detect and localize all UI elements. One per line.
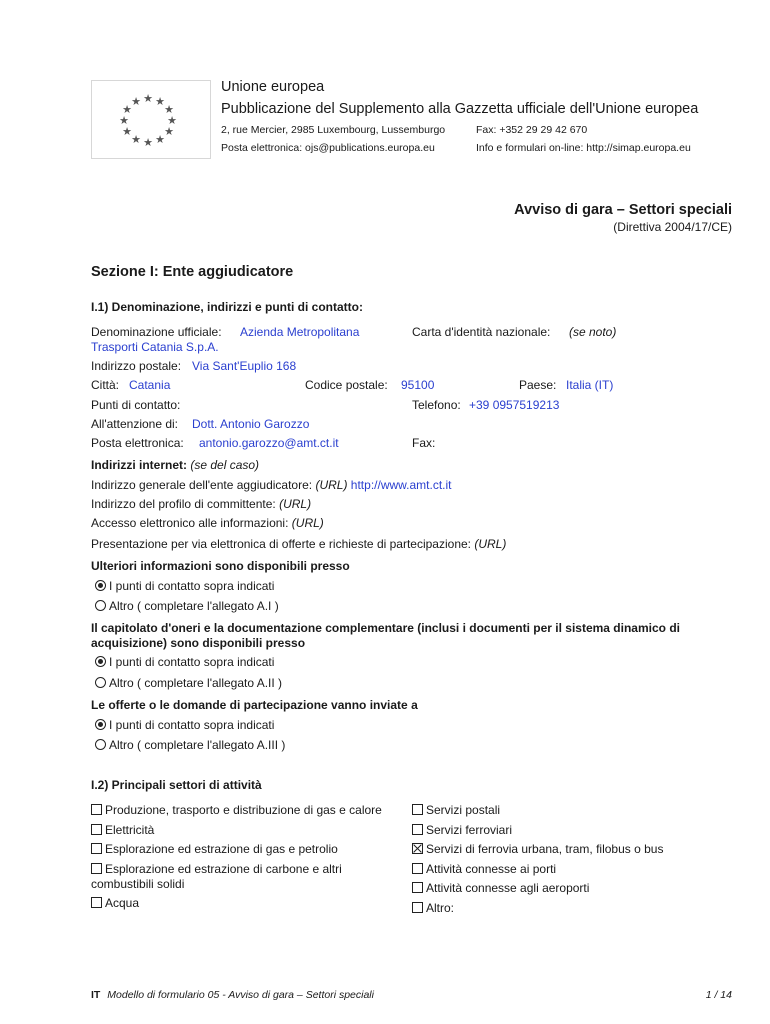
checkbox-empty-icon[interactable]: [412, 824, 423, 835]
checkbox-empty-icon[interactable]: [412, 902, 423, 913]
url-note: (URL): [315, 478, 348, 492]
buyer-profile-label: Indirizzo del profilo di committente:: [91, 497, 276, 511]
sector-label: Servizi postali: [426, 803, 501, 817]
postcode-value: 95100: [401, 378, 435, 392]
svg-text:★: ★: [155, 95, 165, 108]
sector-label: Esplorazione ed estrazione di carbone e altri: [105, 862, 342, 876]
svg-text:★: ★: [131, 133, 141, 146]
checkbox-checked-icon[interactable]: [412, 843, 423, 854]
checkbox-empty-icon[interactable]: [91, 863, 102, 874]
radio-empty-icon[interactable]: [95, 677, 106, 688]
postal-address-label: Indirizzo postale:: [91, 359, 182, 373]
further-info-option-other[interactable]: [95, 599, 279, 613]
general-address-row: [91, 478, 452, 492]
buyer-profile-row: [91, 497, 311, 511]
radio-selected-icon[interactable]: [95, 719, 106, 730]
footer-lang: IT: [91, 989, 101, 1001]
footer-model: Modello di formulario 05 - Avviso di gara – Settori speciali: [107, 989, 374, 1001]
official-name-value-2: Trasporti Catania S.p.A.: [91, 340, 219, 354]
phone-value: +39 0957519213: [469, 398, 560, 412]
radio-selected-icon[interactable]: [95, 656, 106, 667]
city-label: Città:: [91, 378, 120, 392]
radio-selected-icon[interactable]: [95, 580, 106, 591]
svg-text:★: ★: [155, 133, 165, 146]
radio-empty-icon[interactable]: [95, 739, 106, 750]
option-label: Altro ( completare l'allegato A.I ): [109, 599, 279, 613]
url-note: (URL): [291, 516, 324, 530]
general-address-label: Indirizzo generale dell'ente aggiudicatore:: [91, 478, 313, 492]
country-label: Paese:: [519, 378, 557, 392]
i1-title: I.1) Denominazione, indirizzi e punti di contatto:: [91, 300, 363, 314]
specs-title-line2: acquisizione) sono disponibili presso: [91, 636, 306, 650]
option-label: I punti di contatto sopra indicati: [109, 579, 275, 593]
sector-railway[interactable]: [412, 823, 512, 837]
fax-label: Fax:: [412, 436, 436, 450]
national-id-value: (se noto): [569, 325, 617, 339]
radio-empty-icon[interactable]: [95, 600, 106, 611]
contact-points-label: Punti di contatto:: [91, 398, 181, 412]
specs-option-other[interactable]: [95, 676, 282, 690]
eu-stars-icon: [92, 81, 210, 158]
checkbox-empty-icon[interactable]: [91, 897, 102, 908]
header-address: 2, rue Mercier, 2985 Luxembourg, Lussemburgo: [221, 124, 446, 136]
sector-label: Esplorazione ed estrazione di gas e petrolio: [105, 842, 338, 856]
further-info-title: Ulteriori informazioni sono disponibili presso: [91, 559, 350, 573]
option-label: Altro ( completare l'allegato A.II ): [109, 676, 283, 690]
section-title: Sezione I: Ente aggiudicatore: [91, 264, 294, 280]
footer-left: [91, 989, 374, 1001]
electronic-submission-label: Presentazione per via elettronica di offerte e richieste di partecipazione:: [91, 537, 471, 551]
general-address-value[interactable]: http://www.amt.ct.it: [350, 478, 452, 492]
checkbox-empty-icon[interactable]: [412, 882, 423, 893]
i2-title: I.2) Principali settori di attività: [91, 778, 262, 792]
sector-electricity[interactable]: [91, 823, 154, 837]
national-id-label: Carta d'identità nazionale:: [412, 325, 551, 339]
option-label: Altro ( completare l'allegato A.III ): [109, 738, 286, 752]
email-value: antonio.garozzo@amt.ct.it: [199, 436, 339, 450]
option-label: I punti di contatto sopra indicati: [109, 718, 275, 732]
sector-label: Attività connesse ai porti: [426, 862, 557, 876]
header-org: Unione europea: [221, 79, 325, 95]
phone-label: Telefono:: [412, 398, 461, 412]
electronic-access-label: Accesso elettronico alle informazioni:: [91, 516, 289, 530]
attention-value: Dott. Antonio Garozzo: [192, 417, 310, 431]
sector-postal[interactable]: [412, 803, 500, 817]
checkbox-empty-icon[interactable]: [412, 804, 423, 815]
sector-coal[interactable]: [91, 862, 342, 876]
specs-title-line1: Il capitolato d'oneri e la documentazione complementare (inclusi i documenti per il sistema dinamico di: [91, 621, 680, 635]
sector-other[interactable]: [412, 901, 454, 915]
svg-text:★: ★: [119, 114, 129, 127]
svg-text:★: ★: [167, 114, 177, 127]
header-email: Posta elettronica: ojs@publications.europa.eu: [221, 142, 435, 154]
country-value: Italia (IT): [566, 378, 614, 392]
internet-note: (se del caso): [190, 458, 260, 472]
official-name-value-1: Azienda Metropolitana: [240, 325, 360, 339]
sector-label: Produzione, trasporto e distribuzione di gas e calore: [105, 803, 382, 817]
notice-directive: (Direttiva 2004/17/CE): [613, 220, 732, 234]
sector-coal-line2: combustibili solidi: [91, 877, 185, 891]
header-publication: Pubblicazione del Supplemento alla Gazzetta ufficiale dell'Unione europea: [221, 101, 699, 117]
svg-text:★: ★: [164, 125, 174, 138]
sector-label: Acqua: [105, 896, 140, 910]
sector-gas-oil[interactable]: [91, 842, 338, 856]
postal-address-value: Via Sant'Euplio 168: [192, 359, 297, 373]
city-value: Catania: [129, 378, 171, 392]
svg-text:★: ★: [122, 125, 132, 138]
header-fax: Fax: +352 29 29 42 670: [476, 124, 588, 136]
tenders-option-other[interactable]: [95, 738, 285, 752]
url-note: (URL): [279, 497, 312, 511]
url-note: (URL): [474, 537, 507, 551]
header-online: Info e formulari on-line: http://simap.europa.eu: [476, 142, 691, 154]
sector-gas[interactable]: [91, 803, 382, 817]
tenders-title: Le offerte o le domande di partecipazione vanno inviate a: [91, 698, 418, 712]
email-label: Posta elettronica:: [91, 436, 184, 450]
checkbox-empty-icon[interactable]: [91, 804, 102, 815]
electronic-access-row: [91, 516, 324, 530]
notice-title: Avviso di gara – Settori speciali: [514, 202, 732, 218]
tenders-option-contact[interactable]: [95, 718, 274, 732]
svg-text:★: ★: [143, 92, 153, 105]
sector-label: Servizi ferroviari: [426, 823, 513, 837]
further-info-option-contact[interactable]: [95, 579, 274, 593]
sector-airports[interactable]: [412, 881, 589, 895]
svg-text:★: ★: [131, 95, 141, 108]
sector-label: Altro:: [426, 901, 455, 915]
sector-label: Servizi di ferrovia urbana, tram, filobus o bus: [426, 842, 664, 856]
sector-urban[interactable]: [412, 842, 663, 856]
checkbox-empty-icon[interactable]: [91, 843, 102, 854]
sector-label: Elettricità: [105, 823, 155, 837]
option-label: I punti di contatto sopra indicati: [109, 655, 275, 669]
sector-ports[interactable]: [412, 862, 556, 876]
attention-label: All'attenzione di:: [91, 417, 179, 431]
checkbox-empty-icon[interactable]: [91, 824, 102, 835]
specs-option-contact[interactable]: [95, 655, 274, 669]
sector-label: Attività connesse agli aeroporti: [426, 881, 590, 895]
eu-flag-logo: [91, 80, 211, 159]
electronic-submission-row: [91, 537, 506, 551]
postcode-label: Codice postale:: [305, 378, 388, 392]
internet-title: Indirizzi internet:: [91, 458, 187, 472]
svg-text:★: ★: [143, 136, 153, 149]
official-name-label: Denominazione ufficiale:: [91, 325, 222, 339]
svg-text:★: ★: [164, 103, 174, 116]
internet-heading: [91, 458, 259, 472]
sector-water[interactable]: [91, 896, 139, 910]
checkbox-empty-icon[interactable]: [412, 863, 423, 874]
svg-text:★: ★: [122, 103, 132, 116]
footer-page: 1 / 14: [705, 989, 732, 1001]
